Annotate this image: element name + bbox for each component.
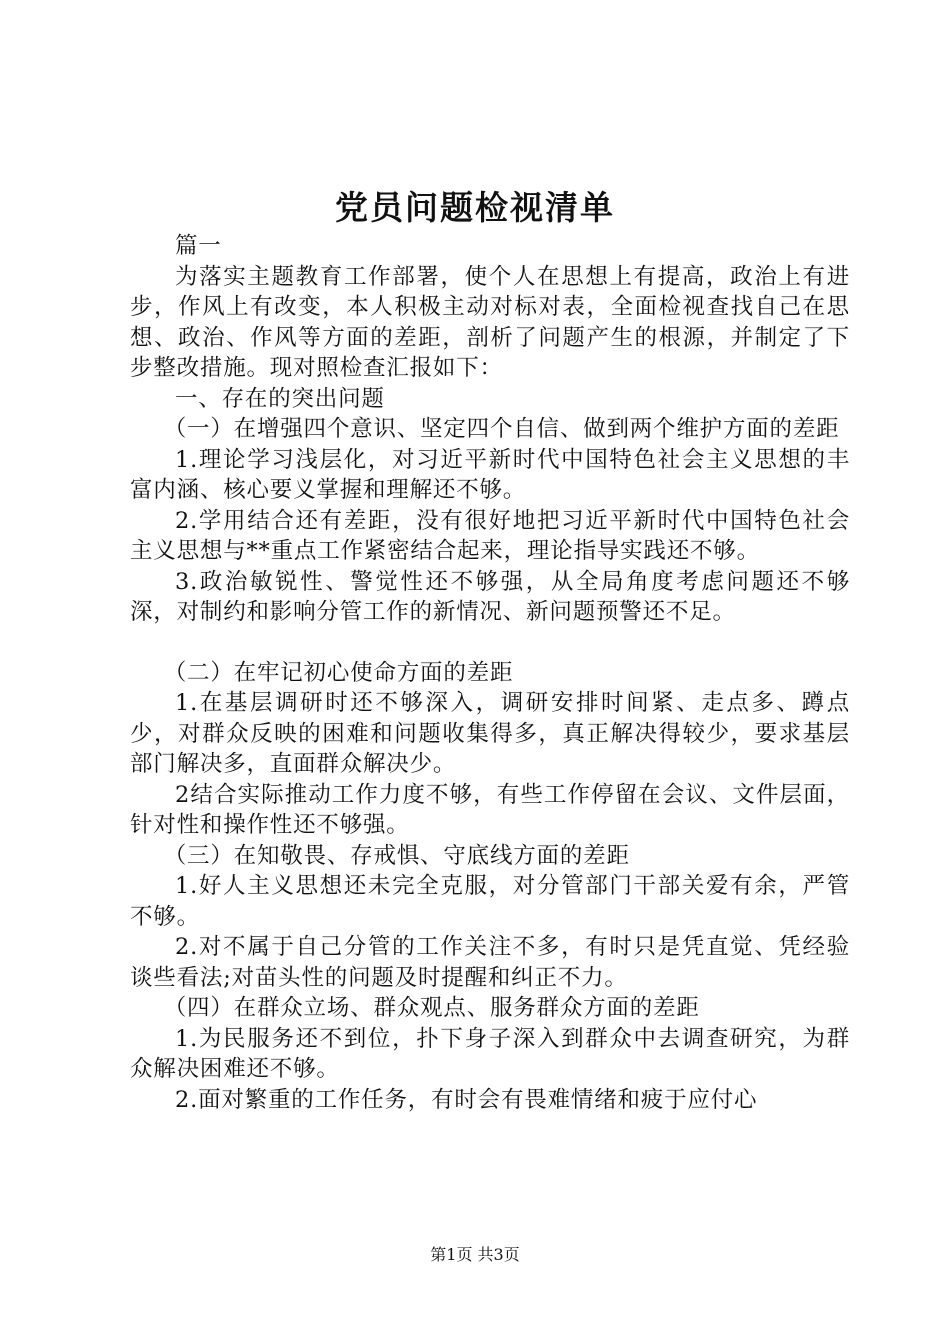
item-paragraph: 1.理论学习浅层化，对习近平新时代中国特色社会主义思想的丰富内涵、核心要义掌握和理解还不够。 xyxy=(130,446,850,503)
item-paragraph: 3.政治敏锐性、警觉性还不够强，从全局角度考虑问题还不够深，对制约和影响分管工作的新情况、新问题预警还不足。 xyxy=(130,568,850,625)
subsection-heading-3: （三）在知敬畏、存戒惧、守底线方面的差距 xyxy=(163,842,630,869)
subsection-heading-4: （四）在群众立场、群众观点、服务群众方面的差距 xyxy=(163,995,700,1021)
item-paragraph: 1.为民服务还不到位，扑下身子深入到群众中去调查研究，为群众解决困难还不够。 xyxy=(130,1025,850,1082)
item-paragraph: 1.好人主义思想还未完全克服，对分管部门干部关爱有余，严管不够。 xyxy=(130,873,850,930)
item-paragraph: 2.对不属于自己分管的工作关注不多，有时只是凭直觉、凭经验谈些看法;对苗头性的问题及时提醒和纠正不力。 xyxy=(130,934,850,991)
document-body xyxy=(130,231,850,1115)
part-label: 篇一 xyxy=(175,233,222,259)
item-paragraph: 2结合实际推动工作力度不够，有些工作停留在会议、文件层面，针对性和操作性还不够强。 xyxy=(130,781,850,838)
paragraph-spacer xyxy=(130,628,850,658)
item-paragraph: 1.在基层调研时还不够深入，调研安排时间紧、走点多、蹲点少，对群众反映的困难和问题收集得多，真正解决得较少，要求基层部门解决多，直面群众解决少。 xyxy=(130,690,850,777)
page-number-footer: 第1页 共3页 xyxy=(430,1245,520,1264)
item-paragraph: 2.学用结合还有差距，没有很好地把习近平新时代中国特色社会主义思想与**重点工作紧密结合起来，理论指导实践还不够。 xyxy=(130,507,850,564)
section-heading: 一、存在的突出问题 xyxy=(175,385,385,412)
subsection-heading-2: （二）在牢记初心使命方面的差距 xyxy=(163,659,514,686)
document-title: 党员问题检视清单 xyxy=(335,188,615,227)
intro-paragraph: 为落实主题教育工作部署，使个人在思想上有提高，政治上有进步，作风上有改变，本人积极主动对标对表，全面检视查找自己在思想、政治、作风等方面的差距，剖析了问题产生的根源，并制定了下步整改措施。现对照检查汇报如下： xyxy=(130,263,850,381)
item-paragraph: 2.面对繁重的工作任务，有时会有畏难情绪和疲于应付心 xyxy=(175,1086,758,1113)
subsection-heading-1: （一）在增强四个意识、坚定四个自信、做到两个维护方面的差距 xyxy=(163,416,840,442)
